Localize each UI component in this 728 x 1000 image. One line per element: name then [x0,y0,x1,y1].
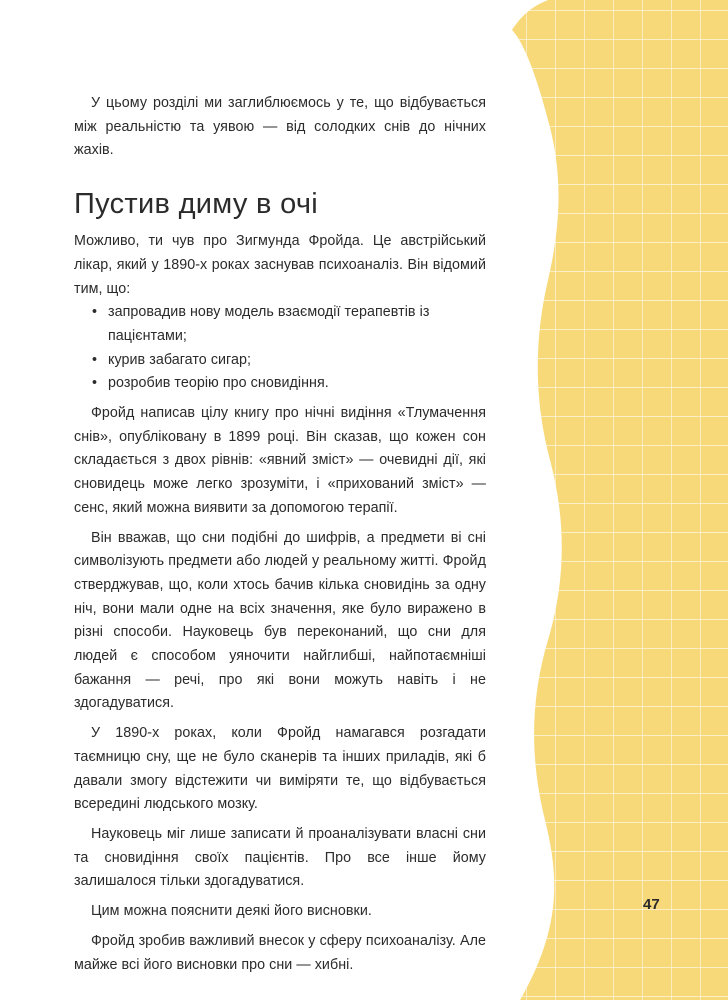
body-paragraph: Цим можна пояснити деякі його висновки. [91,903,372,920]
body-paragraph: У 1890-х роках, коли Фройд намагався розгадати таємницю сну, ще не було сканерів та інших приладів, які б давали змогу відстежити чи виміряти те, що відбувається всередині людського мозку. [74,725,486,813]
page-number: 47 [643,896,660,913]
body-paragraph: Науковець міг лише записати й проаналізувати власні сни та сновидіння своїх пацієнтів. Про все інше йому залишалося тільки здогадуватися. [74,825,486,890]
page-text [74,92,486,977]
section-title: Пустив диму в очі [74,188,319,221]
bullet-item: • курив забагато сигар; [92,351,252,368]
bullet-item: • розробив теорію про сновидіння. [92,375,329,392]
bullet-item: • запровадив нову модель взаємодії терапевтів із пацієнтами; [92,304,430,344]
wavy-yellow-panel [512,0,728,1000]
body-paragraph: Фройд написав цілу книгу про нічні видіння «Тлумачення снів», опубліковану в 1899 році. Він сказав, що кожен сон складається з двох рівнів: «явний зміст» — очевидні дії, які сновидець може легко зрозуміти, і «прихований зміст» — сенс, який можна виявити за допомогою терапії. [74,405,486,516]
body-paragraph: Він вважав, що сни подібні до шифрів, а предмети ві сні символізують предмети або людей у реальному житті. Фройд стверджував, що, коли хтось бачив кілька сновидінь за одну ніч, вони мали одне на всіх значення, яке було виражено в різні способи. Науковець був переконаний, що сни для людей є способом уяночити найглибші, найпотаємніші бажання — речі, про які вони можуть навіть і не здогадуватися. [74,529,486,712]
intro-paragraph: У цьому розділі ми заглиблюємось у те, що відбувається між реальністю та уявою — від солодких снів до нічних жахів. [74,95,486,159]
body-paragraph: Фройд зробив важливий внесок у сферу психоаналізу. Але майже всі його висновки про сни — хибні. [74,932,486,973]
lead-paragraph: Можливо, ти чув про Зигмунда Фройда. Це австрійський лікар, який у 1890-х роках заснував психоаналіз. Він відомий тим, що: [74,233,486,297]
